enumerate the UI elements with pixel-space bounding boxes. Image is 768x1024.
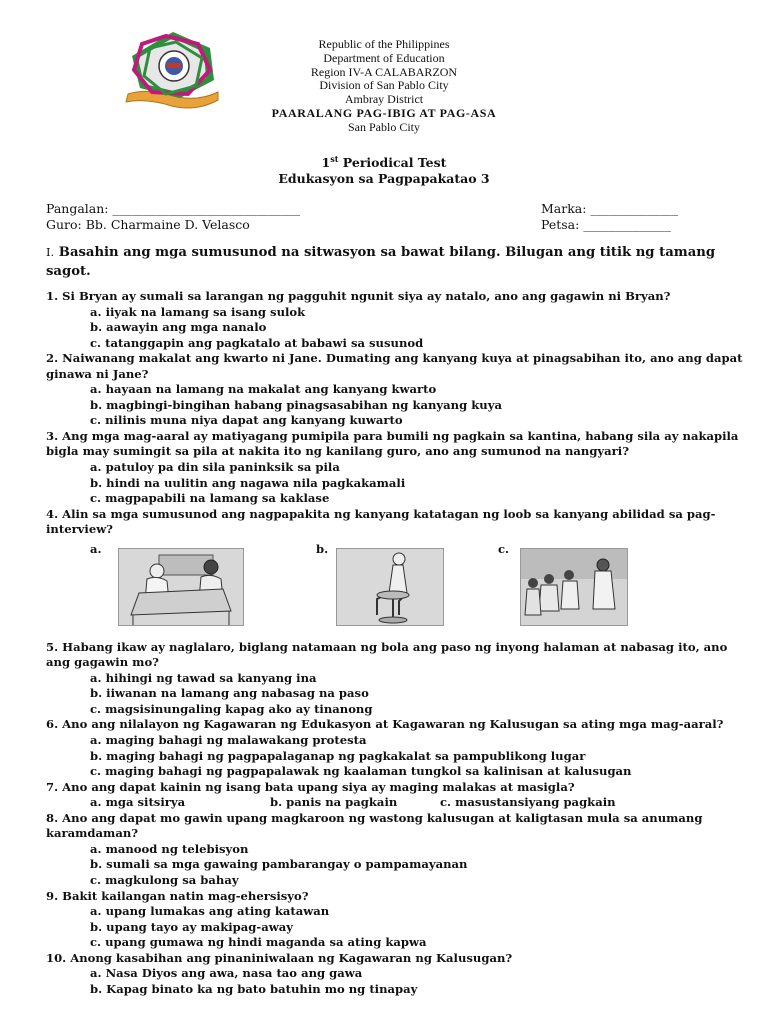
choice-9a[interactable]: a. upang lumakas ang ating katawan xyxy=(90,904,330,919)
classroom-group-picture[interactable] xyxy=(520,548,628,626)
question-10: 10. Anong kasabihan ang pinaniniwalaan ng Kagawaran ng Kalusugan? xyxy=(46,950,513,965)
choice-9b[interactable]: b. upang tayo ay makipag-away xyxy=(90,919,293,934)
questions-list xyxy=(46,289,746,997)
question-2: 2. Naiwanang makalat ang kwarto ni Jane. Dumating ang kanyang kuya at pinagsabihan ito, ano ang dapat ginawa ni Jane? xyxy=(46,351,743,381)
question-6: 6. Ano ang nilalayon ng Kagawaran ng Edukasyon at Kagawaran ng Kalusugan sa ating mga mag-aaral? xyxy=(46,717,724,732)
document-header xyxy=(0,38,768,135)
choice-1b[interactable]: b. aawayin ang mga nanalo xyxy=(90,320,267,335)
test-title xyxy=(0,151,768,187)
choice-7b[interactable]: b. panis na pagkain xyxy=(270,795,398,810)
question-1: 1. Si Bryan ay sumali sa larangan ng pagguhit ngunit siya ay natalo, ano ang gagawin ni Bryan? xyxy=(46,289,671,303)
title-line1: Periodical Test xyxy=(338,155,447,171)
instruction xyxy=(46,243,726,281)
instruction-roman: I. xyxy=(46,245,55,259)
title-ordinal: 1 xyxy=(321,155,331,171)
choice-10b[interactable]: b. Kapag binato ka ng bato batuhin mo ng tinapay xyxy=(90,981,418,996)
header-line: Ambray District xyxy=(344,92,424,107)
choice-6c[interactable]: c. maging bahagi ng pagpapalawak ng kaalaman tungkol sa kalinisan at kalusugan xyxy=(90,764,632,779)
interview-desk-picture[interactable] xyxy=(118,548,244,626)
question-9: 9. Bakit kailangan natin mag-ehersisyo? xyxy=(46,888,309,903)
choice-2a[interactable]: a. hayaan na lamang na makalat ang kanyang kwarto xyxy=(90,382,437,397)
subject-title: Edukasyon sa Pagpapakatao 3 xyxy=(278,171,490,187)
choice-5b[interactable]: b. iiwanan na lamang ang nabasag na paso xyxy=(90,686,369,701)
question-8: 8. Ano ang dapat mo gawin upang magkaroon ng wastong kalusugan at kaligtasan mula sa anumang karamdaman? xyxy=(46,810,703,841)
choice-7c[interactable]: c. masustansiyang pagkain xyxy=(440,795,616,810)
question-4: 4. Alin sa mga sumusunod ang nagpapakita ng kanyang katatagan ng loob sa kanyang abilidad sa pag-interview? xyxy=(46,506,716,537)
choice-3b[interactable]: b. hindi na uulitin ang nagawa nila pagkakamali xyxy=(90,475,406,490)
choice-5a[interactable]: a. hihingi ng tawad sa kanyang ina xyxy=(90,670,317,685)
picture-label-b[interactable]: b. xyxy=(316,541,329,556)
choice-1c[interactable]: c. tatanggapin ang pagkatalo at babawi sa susunod xyxy=(90,335,424,350)
choice-3c[interactable]: c. magpapabili na lamang sa kaklase xyxy=(90,491,330,506)
choice-9c[interactable]: c. upang gumawa ng hindi maganda sa ating kapwa xyxy=(90,935,427,950)
choice-6b[interactable]: b. maging bahagi ng pagpapalaganap ng pagkakalat sa pampublikong lugar xyxy=(90,748,586,763)
title-ordinal-suffix: st xyxy=(330,154,339,164)
school-name: PAARALANG PAG-IBIG AT PAG-ASA xyxy=(271,105,497,120)
choice-7a[interactable]: a. mga sitsirya xyxy=(90,795,186,810)
teacher-name: Guro: Bb. Charmaine D. Velasco xyxy=(46,217,250,232)
petsa-field[interactable]: Petsa: ______________ xyxy=(541,217,671,232)
choices-7 xyxy=(46,795,746,811)
choice-2c[interactable]: c. nilinis muna niya dapat ang kanyang kuwarto xyxy=(90,413,403,428)
school-city: San Pablo City xyxy=(347,119,420,134)
question-7: 7. Ano ang dapat kainin ng isang bata upang siya ay maging malakas at masigla? xyxy=(46,779,575,794)
marka-field[interactable]: Marka: ______________ xyxy=(541,201,678,216)
seated-person-picture[interactable] xyxy=(336,548,444,626)
choice-10a[interactable]: a. Nasa Diyos ang awa, nasa tao ang gawa xyxy=(90,966,363,981)
picture-label-a[interactable]: a. xyxy=(90,541,102,556)
choice-2b[interactable]: b. magbingi-bingihan habang pinagsasabihan ng kanyang kuya xyxy=(90,397,502,412)
header-line: Republic of the Philippines xyxy=(318,37,450,51)
question-5: 5. Habang ikaw ay naglalaro, biglang natamaan ng bola ang paso ng inyong halaman at nabasag ito, ano ang gagawin mo? xyxy=(46,639,728,670)
choice-1a[interactable]: a. iiyak na lamang sa isang sulok xyxy=(90,304,306,319)
question-3: 3. Ang mga mag-aaral ay matiyagang pumipila para bumili ng pagkain sa kantina, habang sila ay nakapila bigla may sumingit sa pila at nakita ito ng kanilang guro, ano ang sumunod na nangyari? xyxy=(46,428,739,459)
picture-choices xyxy=(46,538,746,640)
choice-8c[interactable]: c. magkulong sa bahay xyxy=(90,872,239,887)
header-line: Region IV-A CALABARZON xyxy=(310,64,458,79)
choice-8b[interactable]: b. sumali sa mga gawaing pambarangay o pampamayanan xyxy=(90,857,468,872)
pangalan-field[interactable]: Pangalan: ______________________________ xyxy=(46,201,300,216)
choice-5c[interactable]: c. magsisinungaling kapag ako ay tinanong xyxy=(90,701,373,716)
choice-3a[interactable]: a. patuloy pa din sila paninksik sa pila xyxy=(90,460,340,475)
header-line: Division of San Pablo City xyxy=(319,78,449,93)
header-line: Department of Education xyxy=(323,50,445,65)
choice-6a[interactable]: a. maging bahagi ng malawakang protesta xyxy=(90,733,367,748)
picture-label-c[interactable]: c. xyxy=(498,541,510,556)
instruction-text: Basahin ang mga sumusunod na sitwasyon sa bawat bilang. Bilugan ang titik ng tamang sagot. xyxy=(46,245,716,279)
choice-8a[interactable]: a. manood ng telebisyon xyxy=(90,841,249,856)
